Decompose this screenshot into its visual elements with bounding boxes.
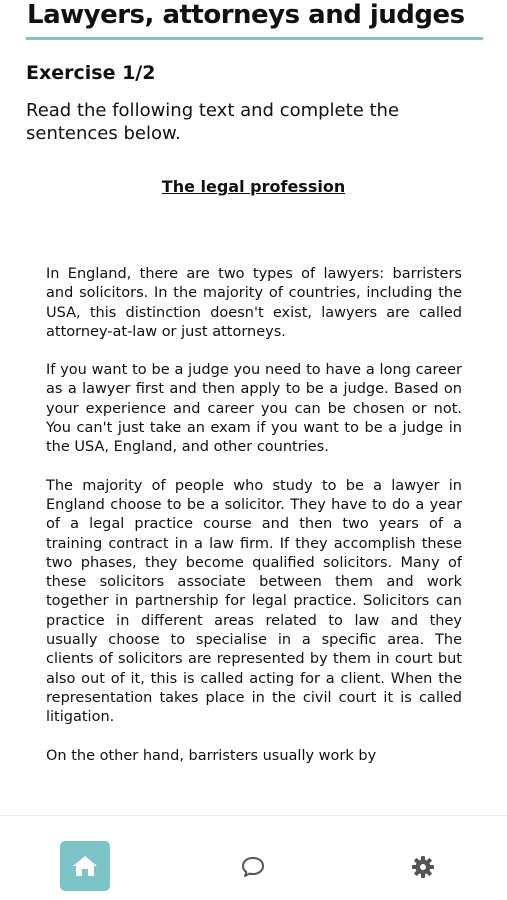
- article-title: The legal profession: [161, 177, 346, 196]
- article-paragraph: The majority of people who study to be a lawyer in England choose to be a solicitor. They have to do a year of a legal practice course and then two years of a training contract in a law firm. If they accomplish these two phases, they become qualified solicitors. Many of these solicitors associate between them and work together in partnership for legal practice. Solicitors can practice in different areas related to law and they usually choose to specialise in a specific area. The clients of solicitors are represented by them in court but also out of it, this is called acting for a client. When the representation takes place in the civil court it is called litigation.: [46, 477, 462, 726]
- page-title: Lawyers, attorneys and judges: [27, 0, 465, 30]
- header-divider: [26, 37, 483, 40]
- article-paragraph: On the other hand, barristers usually work by: [46, 747, 377, 764]
- article-body[interactable]: [46, 265, 462, 815]
- article-paragraph: If you want to be a judge you need to have a long career as a lawyer first and then apply to be a judge. Based on your experience and career you can be chosen or not. You can't just take an exam if you want to be a judge in the USA, England, and other countries.: [46, 362, 462, 456]
- home-button[interactable]: [60, 841, 110, 891]
- chat-bubble-icon: [241, 856, 265, 878]
- chat-button[interactable]: [238, 853, 268, 881]
- exercise-title: Exercise 1/2: [26, 62, 156, 84]
- gear-icon: [411, 855, 435, 879]
- home-icon: [72, 854, 98, 878]
- article-paragraph: In England, there are two types of lawyers: barristers and solicitors. In the majority of countries, including the USA, this distinction doesn't exist, lawyers are called attorney-at-law or just attorneys.: [46, 266, 462, 340]
- settings-button[interactable]: [408, 853, 438, 881]
- exercise-instructions: Read the following text and complete the sentences below.: [26, 100, 400, 144]
- bottom-navigation: [0, 815, 507, 900]
